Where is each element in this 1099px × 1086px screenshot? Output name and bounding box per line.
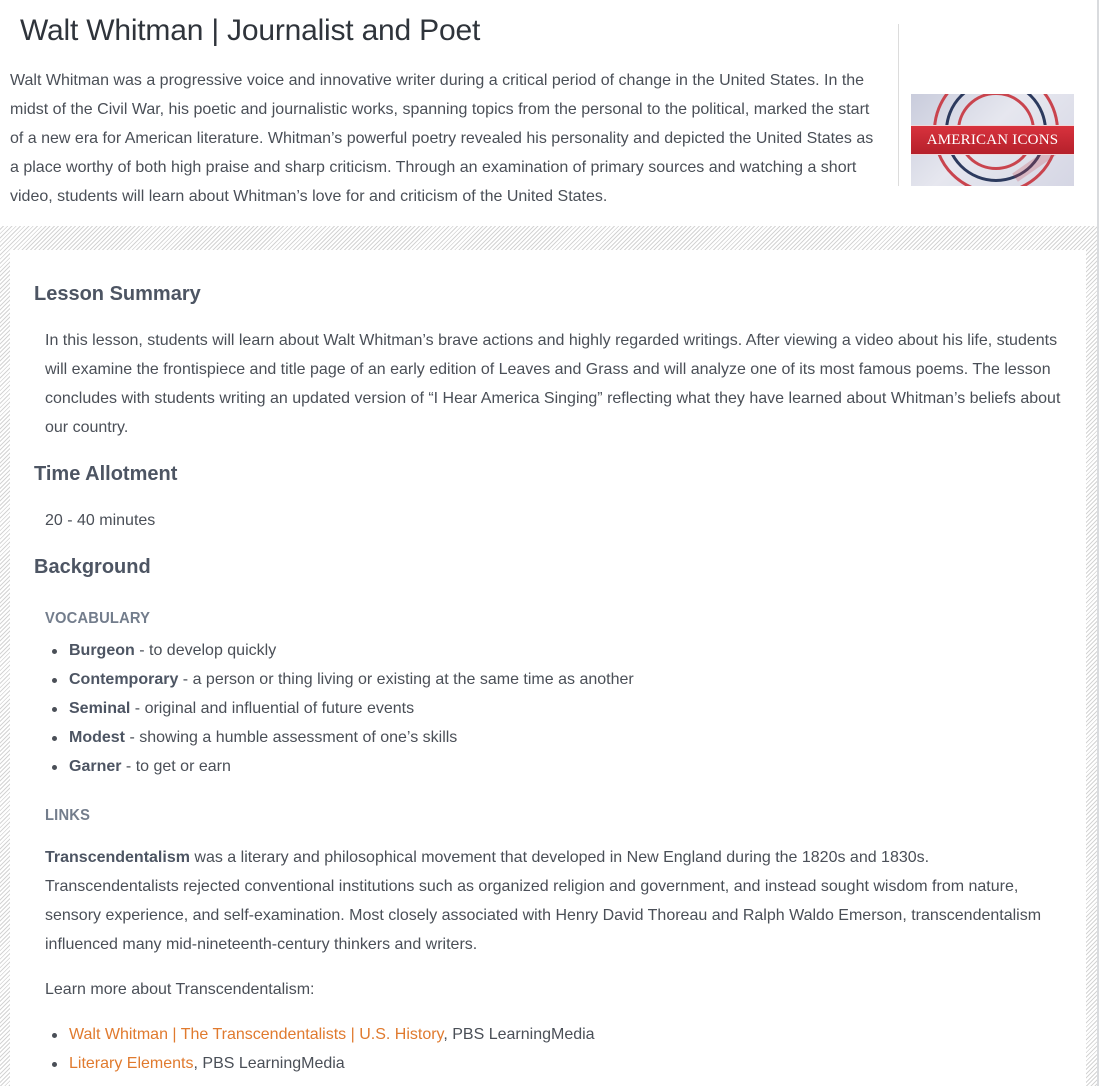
- vocabulary-term: Garner: [69, 758, 122, 775]
- background-heading: Background: [34, 556, 151, 578]
- transcendentalism-description: was a literary and philosophical movement that developed in New England during the 1820s and 1830s. Transcendentalists rejected conventional institutions such as organized religion and government, and instead sought wisdom from nature, sensory experience, and self-examination. Most closely associated with Henry David Thoreau and Ralph Waldo Emerson, transcendentalism influenced many mid-nineteenth-century thinkers and writers.: [45, 849, 1042, 953]
- header-divider: [898, 24, 899, 186]
- vocabulary-definition: - showing a humble assessment of one’s skills: [125, 729, 458, 746]
- vocabulary-definition: - a person or thing living or existing at the same time as another: [178, 671, 634, 688]
- vocabulary-heading: VOCABULARY: [45, 610, 151, 627]
- vocabulary-item: [45, 636, 634, 665]
- vocabulary-item: [45, 665, 634, 694]
- vocabulary-term: Burgeon: [69, 642, 135, 659]
- vocabulary-item: [45, 752, 634, 781]
- lesson-content: [10, 250, 1086, 1086]
- transcendentalism-paragraph: [45, 843, 1065, 959]
- vocabulary-definition: - to develop quickly: [134, 642, 277, 659]
- page-title: Walt Whitman | Journalist and Poet: [20, 14, 481, 47]
- vocabulary-term: Seminal: [69, 700, 131, 717]
- transcendentalism-term: Transcendentalism: [45, 849, 190, 866]
- resource-link-item: [45, 1049, 595, 1078]
- lesson-summary-text: In this lesson, students will learn about Walt Whitman’s brave actions and highly regarded writings. After viewing a video about his life, students will examine the frontispiece and title page of an early edition of Leaves and Grass and will analyze one of its most famous poems. The lesson concludes with students writing an updated version of “I Hear America Singing” reflecting what they have learned about Whitman’s beliefs about our country.: [45, 332, 1061, 436]
- time-allotment-value: 20 - 40 minutes: [45, 512, 156, 529]
- thumbnail-banner: AMERICAN ICONS: [911, 125, 1074, 155]
- vocabulary-term: Modest: [69, 729, 125, 746]
- time-allotment-heading: Time Allotment: [34, 463, 178, 485]
- link-literary-elements[interactable]: Literary Elements: [69, 1055, 194, 1072]
- link-source: , PBS LearningMedia: [443, 1026, 595, 1043]
- links-heading: LINKS: [45, 807, 91, 824]
- resource-links-list: [45, 1020, 595, 1078]
- vocabulary-list: [45, 636, 634, 781]
- lesson-summary-heading: Lesson Summary: [34, 283, 201, 305]
- resource-link-item: [45, 1020, 595, 1049]
- american-icons-thumbnail[interactable]: [911, 94, 1074, 186]
- lesson-header: [0, 0, 1097, 226]
- learn-more-label: Learn more about Transcendentalism:: [45, 981, 315, 998]
- link-walt-whitman-transcendentalists[interactable]: Walt Whitman | The Transcendentalists | U.S. History: [69, 1026, 444, 1043]
- vocabulary-item: [45, 694, 634, 723]
- vocabulary-definition: - original and influential of future events: [130, 700, 415, 717]
- link-source: , PBS LearningMedia: [193, 1055, 345, 1072]
- vocabulary-term: Contemporary: [69, 671, 179, 688]
- vocabulary-definition: - to get or earn: [121, 758, 231, 775]
- vocabulary-item: [45, 723, 634, 752]
- intro-paragraph: Walt Whitman was a progressive voice and innovative writer during a critical period of change in the United States. In the midst of the Civil War, his poetic and journalistic works, spanning topics from the personal to the political, marked the start of a new era for American literature. Whitman’s powerful poetry revealed his personality and depicted the United States as a place worthy of both high praise and sharp criticism. Through an examination of primary sources and watching a short video, students will learn about Whitman’s love for and criticism of the United States.: [10, 72, 874, 205]
